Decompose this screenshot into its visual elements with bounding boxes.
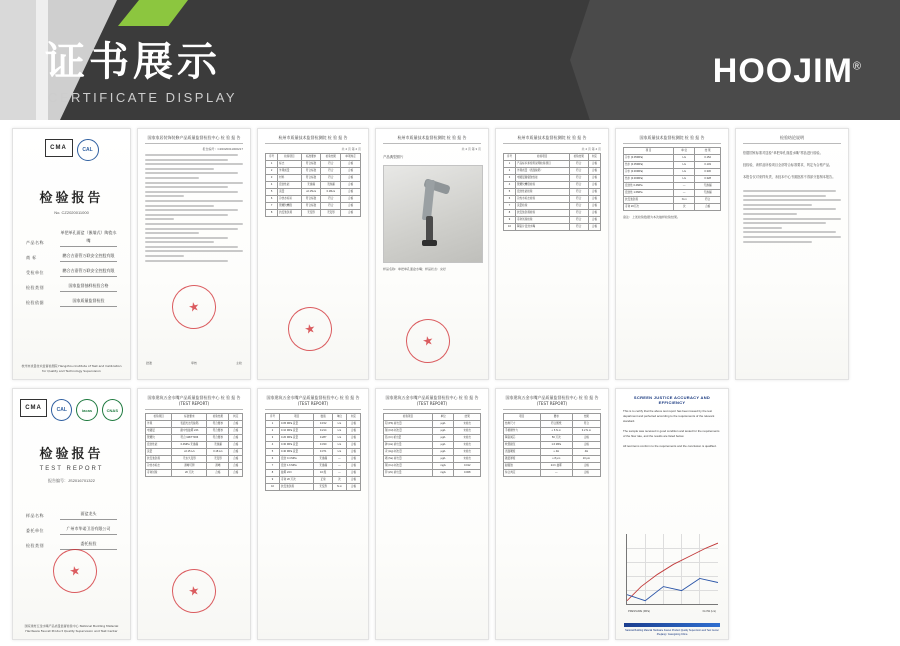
col-header: 序号 — [266, 154, 278, 161]
table-row: 汞 (Hg) 析出量 μg/L 未检出 — [384, 449, 481, 456]
results-table — [623, 147, 721, 211]
field-label: 检验类别 — [26, 285, 44, 290]
official-stamp-icon — [168, 565, 220, 617]
doc-head: 检验结论说明 — [743, 135, 841, 144]
field-label: 检验类别 — [26, 543, 44, 548]
field-value: 鹏合吉嘉管万联安全控股有限 — [60, 267, 117, 277]
certificate-thumb-text-conclusion[interactable] — [735, 128, 849, 380]
table-row: 密封性 1.6MPa — 无渗漏 — [624, 190, 721, 197]
iacas-logo: iacas — [76, 399, 97, 421]
table-row: 4 0.30 MPa 流量 0.330 L/s 合格 — [266, 442, 361, 449]
doc-head: 杭州市质量技术监督检测院 检 验 报 告 — [503, 135, 601, 144]
table-row: 7 管螺纹精度 符合标准 符合 合格 — [266, 203, 361, 210]
doc-report-no: No. CZ2020011000 — [54, 210, 89, 215]
certificate-thumb-faucet-center-2[interactable] — [257, 388, 369, 640]
brand-registered-mark: ® — [852, 60, 862, 73]
table-row: 抗安装负载 无永久变形 无变形 合格 — [146, 456, 243, 463]
col-header: 检验结果 — [321, 154, 341, 161]
doc-field-list — [26, 510, 117, 550]
cnas-logo: CNAS — [102, 399, 123, 421]
field-row — [26, 252, 117, 262]
table-row: 8 抗安装负载检验 符合 合格 — [504, 210, 601, 217]
brand-name: HOOJIM — [712, 52, 853, 90]
field-value: 委托检验 — [60, 540, 117, 550]
cma-logo: CMA — [20, 399, 47, 417]
cal-logo: CAL — [77, 139, 99, 161]
col-header: 结 果 — [695, 148, 721, 155]
field-label: 产品名称 — [26, 240, 44, 245]
paragraph: All test items conform to the requirements and the conclusion is qualified. — [623, 444, 717, 448]
col-header: 检验结果 — [569, 154, 589, 161]
table-row: 9 寿命试验检验 符合 合格 — [504, 217, 601, 224]
table-row: 8 抗安装负载 无变形 无变形 合格 — [266, 210, 361, 217]
report-no-value: JS2016701322 — [68, 478, 95, 483]
signature-tester: 主检 — [235, 361, 242, 365]
doc-head: 国家建筑五金水嘴产品质量监督检验中心 检 验 报 告 (TEST REPORT) — [503, 395, 601, 410]
table-row: 镀层厚度 ≥ 8 μm 10 μm — [504, 456, 601, 463]
table-row: 冷水 (0.30MPa) L/s 0.330 — [624, 169, 721, 176]
table-row: 1 产品标识和使用说明检验项目 符合 合格 — [504, 161, 601, 168]
col-header: 单项判定 — [341, 154, 361, 161]
col-header: 标准要求 — [301, 154, 321, 161]
col-header: 项目 — [504, 414, 541, 421]
doc-title: 检验报告 — [39, 447, 104, 462]
table-row: 密封性能 0.4MPa 无渗漏 无渗漏 合格 — [146, 442, 243, 449]
table-row: 4 管螺纹精度检验 符合 合格 — [504, 182, 601, 189]
certificate-thumb-faucet-center-1[interactable] — [137, 388, 251, 640]
table-row: 6 冷热水标志检验 符合 合格 — [504, 196, 601, 203]
doc-report-no: 报告编号：CZ2020011000217 — [202, 147, 243, 151]
table-row: 电镀层 耐中性盐雾 24h 符合要求 合格 — [146, 428, 243, 435]
field-value: 鹏合吉嘉管万联安全控股有限 — [60, 252, 117, 262]
accreditation-logos — [20, 399, 123, 421]
table-row: 冷热水标志 清晰可辨 清晰 合格 — [146, 463, 243, 470]
table-row: 5 0.40 MPa 流量 0.371 L/s 合格 — [266, 449, 361, 456]
table-row: 软管耐压 1.6 MPa 合格 — [504, 442, 601, 449]
table-row: 密封性 0.4MPa — 无渗漏 — [624, 183, 721, 190]
product-photo — [383, 165, 483, 263]
table-row: 7 流量检验 符合 合格 — [504, 203, 601, 210]
official-stamp-icon — [49, 545, 101, 597]
col-header: 项 目 — [624, 148, 674, 155]
col-header: 判定 — [346, 414, 360, 421]
field-label: 检验依据 — [26, 300, 44, 305]
table-row: 1 标志 符合标准 符合 合格 — [266, 161, 361, 168]
brand-logo — [713, 52, 862, 91]
certificate-thumb-inspection-report[interactable] — [12, 128, 131, 380]
doc-page-note: 共 4 页 第 4 页 — [581, 147, 601, 151]
table-row: 6 密封 0.4 MPa 无渗漏 — 合格 — [266, 456, 361, 463]
table-row: 9 寿命 20 万次 正常 次 合格 — [266, 477, 361, 484]
table-row: 铬 (Cr) 析出量 μg/L 未检出 — [384, 435, 481, 442]
photo-caption: 产品典型照片 — [383, 155, 404, 159]
field-row — [26, 510, 117, 520]
certificate-thumb-hz-quality-1[interactable] — [257, 128, 369, 380]
table-row: 2 0.10 MPa 流量 0.214 L/s 合格 — [266, 428, 361, 435]
field-value: 国家监督抽样检验合格 — [60, 282, 117, 292]
table-row: 2 外观质量 符合标准 符合 合格 — [266, 168, 361, 175]
doc-field-list — [26, 229, 117, 307]
table-row: 抗安装负载 N·m 符合 — [624, 197, 721, 204]
certificate-thumb-data-table[interactable] — [615, 128, 729, 380]
col-header: 数值 — [314, 414, 333, 421]
certificate-thumb-faucet-center-4[interactable] — [495, 388, 609, 640]
table-row: 冷水 (0.05MPa) L/s 0.152 — [624, 155, 721, 162]
certificate-thumb-photo-report[interactable] — [375, 128, 489, 380]
doc-title: 检验报告 — [39, 191, 104, 206]
table-row: 4 密封性能 无渗漏 无渗漏 合格 — [266, 182, 361, 189]
results-table — [265, 153, 361, 217]
efficiency-chart — [626, 534, 718, 605]
doc-title-en: TEST REPORT — [39, 466, 104, 472]
cal-logo: CAL — [51, 399, 72, 421]
table-row: 锌 (Zn) 析出量 mg/L 0.008 — [384, 470, 481, 477]
results-table — [265, 413, 361, 491]
doc-body-lines — [145, 154, 243, 262]
table-row: 硒 (Se) 析出量 μg/L 未检出 — [384, 456, 481, 463]
table-note: 备注：上述检验数据为本次抽样检验结果。 — [623, 215, 681, 219]
results-table — [503, 153, 601, 231]
official-stamp-icon — [168, 281, 220, 333]
field-row — [26, 282, 117, 292]
field-label: 受检单位 — [26, 270, 44, 275]
doc-head: 国家家居装饰装修产品质量监督检验中心 检 验 报 告 — [145, 135, 243, 144]
certificate-thumb-national-supervision[interactable] — [137, 128, 251, 380]
table-row: 3 材料 符合标准 符合 合格 — [266, 175, 361, 182]
table-row: 热水 (0.05MPa) L/s 0.149 — [624, 162, 721, 169]
table-row: 镉 (Cd) 析出量 μg/L 未检出 — [384, 428, 481, 435]
doc-head: 国家质量技术监督检测院 检 验 报 告 — [623, 135, 721, 144]
accreditation-logos — [20, 139, 123, 161]
col-header: 序号 — [266, 414, 280, 421]
photo-note: 样品名称：单把单孔面盆水嘴；样品状态：完好 — [383, 267, 447, 271]
table-row: 3 电镀层耐腐蚀性能 符合 合格 — [504, 175, 601, 182]
table-row: 10 抗安装负载 无变形 N·m 合格 — [266, 484, 361, 491]
table-row: 热水 (0.30MPa) L/s 0.328 — [624, 176, 721, 183]
col-header: 检验结果 — [207, 414, 229, 421]
signature-approve: 批准 — [146, 361, 153, 365]
certificate-thumb-hz-quality-2[interactable] — [495, 128, 609, 380]
table-row: 2 外观质量（表面缺陷） 符合 合格 — [504, 168, 601, 175]
doc-footer: 杭州市质量技术监督检测院 Hangzhou Institute of Test and Calibration for Quality and Technology Supervision — [21, 364, 122, 373]
doc-footer: 国家建材五金水嘴产品质量监督检验中心 National Building Material Hardware Faucet Product Quality Supervision and Test Center — [24, 624, 119, 633]
doc-head: 国家建筑五金水嘴产品质量监督检验中心 检 验 报 告 (TEST REPORT) — [145, 395, 243, 410]
table-row: 结构尺寸 符合图纸 符合 — [504, 421, 601, 428]
certificate-row-1 — [0, 128, 849, 380]
results-table — [383, 413, 481, 477]
signature-row — [146, 361, 242, 365]
table-row: 寿命试验 20 万次 合格 合格 — [146, 470, 243, 477]
field-row — [26, 267, 117, 277]
table-row: 综合判定 — 合格 — [504, 470, 601, 477]
table-row: 6 冷热水标识 符合标准 符合 合格 — [266, 196, 361, 203]
table-row: 手柄操作力 ≤ 6 N·m 3.2 N·m — [504, 428, 601, 435]
field-row — [26, 525, 117, 535]
doc-page-note: 共 4 页 第 3 页 — [461, 147, 481, 151]
field-value: 面盆龙头 — [60, 510, 117, 520]
paragraph: This is to certify that the above test report has been issued by the test department and perfected according to the requirements of the relevant standard. — [623, 409, 715, 423]
table-row: 铅 (Pb) 析出量 μg/L 未检出 — [384, 421, 481, 428]
col-header: 检验项目 — [146, 414, 172, 421]
doc-page-note: 共 4 页 第 2 页 — [341, 147, 361, 151]
col-header: 要求 — [540, 414, 572, 421]
table-row: 寿命 20万次 次 合格 — [624, 204, 721, 211]
col-header: 检验项目 — [515, 154, 569, 161]
table-row: 1 0.05 MPa 流量 0.152 L/s 合格 — [266, 421, 361, 428]
field-value: 国家质量监督检验 — [60, 297, 117, 307]
doc-head: 国家建筑五金水嘴产品质量监督检验中心 检 验 报 告 (TEST REPORT) — [265, 395, 361, 410]
col-header: 项目 — [280, 414, 314, 421]
col-header: 标准要求 — [172, 414, 207, 421]
official-stamp-icon — [284, 303, 336, 355]
col-header: 结果 — [572, 414, 600, 421]
field-value: 广州市华诺卫浴有限公司 — [60, 525, 117, 535]
chart-x-axis-label: PRESSURE (MPa) — [628, 610, 651, 613]
table-row: 铜 (Cu) 析出量 mg/L 0.012 — [384, 463, 481, 470]
page-header-banner — [0, 0, 900, 120]
table-row: 表面硬度 ≥ 4H 4H — [504, 449, 601, 456]
footer-accent-bar — [624, 623, 720, 627]
table-row: 外观 表面光洁无缺陷 符合要求 合格 — [146, 421, 243, 428]
certificate-thumb-test-report-cover[interactable] — [12, 388, 131, 640]
page-title: 证书展示 — [45, 39, 221, 85]
doc-footer: National Building Material Hardware Faucet Product Quality Supervision and Test Center Zhejiang / Guangdong China — [625, 629, 719, 636]
doc-head: 国家建筑五金水嘴产品质量监督检验中心 检 验 报 告 (TEST REPORT) — [383, 395, 481, 410]
chart-y-axis-label: FLOW (L/s) — [702, 610, 716, 613]
faucet-illustration-icon — [410, 180, 456, 250]
table-row: 陶瓷阀芯 50 万次 合格 — [504, 435, 601, 442]
col-header: 检验项目 — [278, 154, 302, 161]
table-row: 8 盐雾 24 h 10 级 — 合格 — [266, 470, 361, 477]
table-row: 流量 ≥0.15 L/s 0.18 L/s 合格 — [146, 449, 243, 456]
doc-title-en: SCREEN JUSTICE ACCURACY AND EFFICIENCY — [633, 395, 711, 405]
col-header: 结果 — [454, 414, 481, 421]
field-label: 商 标 — [26, 255, 37, 260]
field-label: 样品名称 — [26, 513, 44, 518]
paragraph: 本报告仅对来样负责，未经本中心书面批准不得部分复制本报告。 — [743, 175, 836, 179]
doc-head: 杭州市质量技术监督检测院 检 验 报 告 — [383, 135, 481, 144]
table-row: 耐腐蚀 24 h 盐雾 合格 — [504, 463, 601, 470]
field-value: 单把单孔面盆（嵌墙式）陶瓷水嘴 — [60, 229, 117, 247]
col-header: 序号 — [504, 154, 516, 161]
results-table — [145, 413, 243, 477]
doc-body-lines — [743, 190, 841, 243]
header-left-block — [0, 0, 36, 120]
col-header: 判定 — [589, 154, 601, 161]
col-header: 判定 — [229, 414, 243, 421]
field-row — [26, 297, 117, 307]
page-subtitle: CERTIFICATE DISPLAY — [48, 90, 238, 105]
col-header: 单 位 — [674, 148, 695, 155]
results-table — [503, 413, 601, 477]
table-row: 5 密封性能检验 符合 合格 — [504, 189, 601, 196]
table-row: 5 流量 ≥0.15L/s 0.18L/s 合格 — [266, 189, 361, 196]
table-row: 砷 (As) 析出量 μg/L 未检出 — [384, 442, 481, 449]
table-row: 7 密封 1.6 MPa 无渗漏 — 合格 — [266, 463, 361, 470]
signature-review: 审核 — [190, 361, 197, 365]
table-row: 10 陶瓷片密封水嘴 符合 合格 — [504, 224, 601, 231]
doc-head: 杭州市质量技术监督检测院 检 验 报 告 — [265, 135, 361, 144]
col-header: 单位 — [332, 414, 346, 421]
field-label: 委托单位 — [26, 528, 44, 533]
col-header: 检验项目 — [384, 414, 433, 421]
certificate-row-2 — [0, 388, 729, 640]
chart-curve — [627, 534, 718, 605]
table-row: 3 0.20 MPa 流量 0.287 L/s 合格 — [266, 435, 361, 442]
certificate-thumb-faucet-center-3[interactable] — [375, 388, 489, 640]
col-header: 单位 — [432, 414, 454, 421]
table-row: 管螺纹 符合 GB/T7306 符合要求 合格 — [146, 435, 243, 442]
paragraph: 依据国家标准对送检“单把单孔面盆水嘴”样品进行检验。 — [743, 151, 823, 155]
official-stamp-icon — [402, 315, 454, 367]
doc-report-no — [20, 478, 123, 484]
certificate-thumb-energy-efficiency[interactable] — [615, 388, 729, 640]
report-no-label: 报告编号： — [48, 478, 69, 483]
paragraph: The sample was received in good condition and tested for the requirements of the flow rate, and the results are listed below. — [623, 429, 720, 438]
paragraph: 经检验，该样品所检项目全部符合标准要求，判定为合格产品。 — [743, 163, 833, 167]
field-row — [26, 229, 117, 247]
cma-logo: CMA — [45, 139, 73, 157]
